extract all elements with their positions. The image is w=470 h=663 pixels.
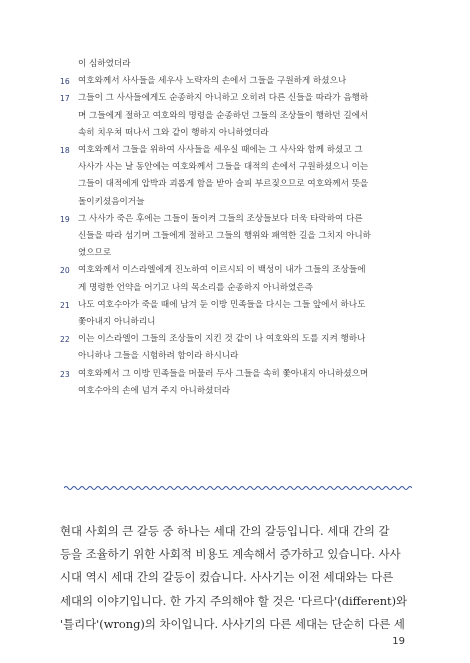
verse-text: 속히 치우쳐 떠나서 그와 같이 행하지 아니하였더라 <box>78 127 269 138</box>
wavy-divider <box>64 484 412 492</box>
commentary-line: 세대의 이야기입니다. 한 가지 주의해야 할 것은 '다르다'(different)와 <box>60 593 408 608</box>
verse-text: 그 사사가 죽은 후에는 그들이 돌이켜 그들의 조상들보다 더욱 타락하여 다른 <box>78 213 363 224</box>
verse-number: 19 <box>60 214 70 224</box>
verse-text: 그들이 그 사사들에게도 순종하지 아니하고 오히려 다른 신들을 따라가 음행하 <box>78 93 369 104</box>
verse-text: 였으므로 <box>78 248 112 259</box>
verse-text: 돌이키셨음이거늘 <box>78 196 145 207</box>
commentary-line: '틀리다'(wrong)의 차이입니다. 사사기의 다른 세대는 단순히 다른 세 <box>60 616 405 631</box>
commentary-line: 시대 역시 세대 간의 갈등이 컸습니다. 사사기는 이전 세대와는 다른 <box>60 570 394 585</box>
verse-text: 여호와께서 사사들을 세우사 노략자의 손에서 그들을 구원하게 하셨으나 <box>78 76 347 87</box>
verse-text: 며 그들에게 절하고 여호와의 명령을 순종하던 그들의 조상들이 행하던 길에서 <box>78 110 369 121</box>
verse-text: 이 심하였더라 <box>78 59 131 69</box>
verse-text: 사사가 사는 날 동안에는 여호와께서 그들을 대적의 손에서 구원하셨으니 이는 <box>78 162 369 173</box>
verse-number: 16 <box>60 77 70 87</box>
commentary-line: 현대 사회의 큰 갈등 중 하나는 세대 간의 갈등입니다. 세대 간의 갈 <box>60 524 390 538</box>
verse-text: 여호수아의 손에 넘겨 주지 아니하셨더라 <box>78 385 231 396</box>
verse-continuation <box>60 56 420 73</box>
verse-text: 여호와께서 이스라엘에게 진노하여 이르시되 이 백성이 내가 그들의 조상들에 <box>78 265 366 276</box>
verse-number: 17 <box>60 94 70 104</box>
verse-number: 20 <box>60 266 70 276</box>
verse-19 <box>60 211 420 263</box>
verse-text: 신들을 따라 섬기며 그들에게 절하고 그들의 행위와 패역한 길을 그치지 아니하 <box>78 231 371 242</box>
verse-number: 22 <box>60 335 70 345</box>
verse-20 <box>60 262 420 296</box>
verse-number: 21 <box>60 300 70 310</box>
verse-text: 아니하나 그들을 시험하려 함이라 하시니라 <box>78 351 239 362</box>
scripture-passage <box>60 56 420 400</box>
verse-text: 게 명령한 언약을 어기고 나의 목소리를 순종하지 아니하였은즉 <box>78 282 313 293</box>
commentary-paragraph <box>60 520 422 636</box>
verse-text: 이는 이스라엘이 그들의 조상들이 지킨 것 같이 나 여호와의 도를 지켜 행하나 <box>78 334 366 345</box>
verse-text: 나도 여호수아가 죽을 때에 남겨 둔 이방 민족들을 다시는 그들 앞에서 하나도 <box>78 299 366 310</box>
verse-number: 18 <box>60 146 70 156</box>
verse-17 <box>60 90 420 142</box>
verse-18 <box>60 142 420 211</box>
commentary-line: 등을 조율하기 위한 사회적 비용도 계속해서 증가하고 있습니다. 사사 <box>60 547 401 562</box>
verse-16 <box>60 73 420 90</box>
verse-text: 그들이 대적에게 압박과 괴롭게 함을 받아 슬피 부르짖으므로 여호와께서 뜻을 <box>78 179 369 190</box>
verse-23 <box>60 366 420 400</box>
verse-number: 23 <box>60 369 70 379</box>
verse-text: 쫓아내지 아니하리니 <box>78 317 156 328</box>
verse-text: 여호와께서 그 이방 민족들을 머물러 두사 그들을 속히 쫓아내지 아니하셨으며 <box>78 368 369 379</box>
verse-22 <box>60 331 420 365</box>
verse-text: 여호와께서 그들을 위하여 사사들을 세우실 때에는 그 사사와 함께 하셨고 그 <box>78 145 363 156</box>
verse-21 <box>60 297 420 331</box>
page-number: 19 <box>392 636 405 647</box>
